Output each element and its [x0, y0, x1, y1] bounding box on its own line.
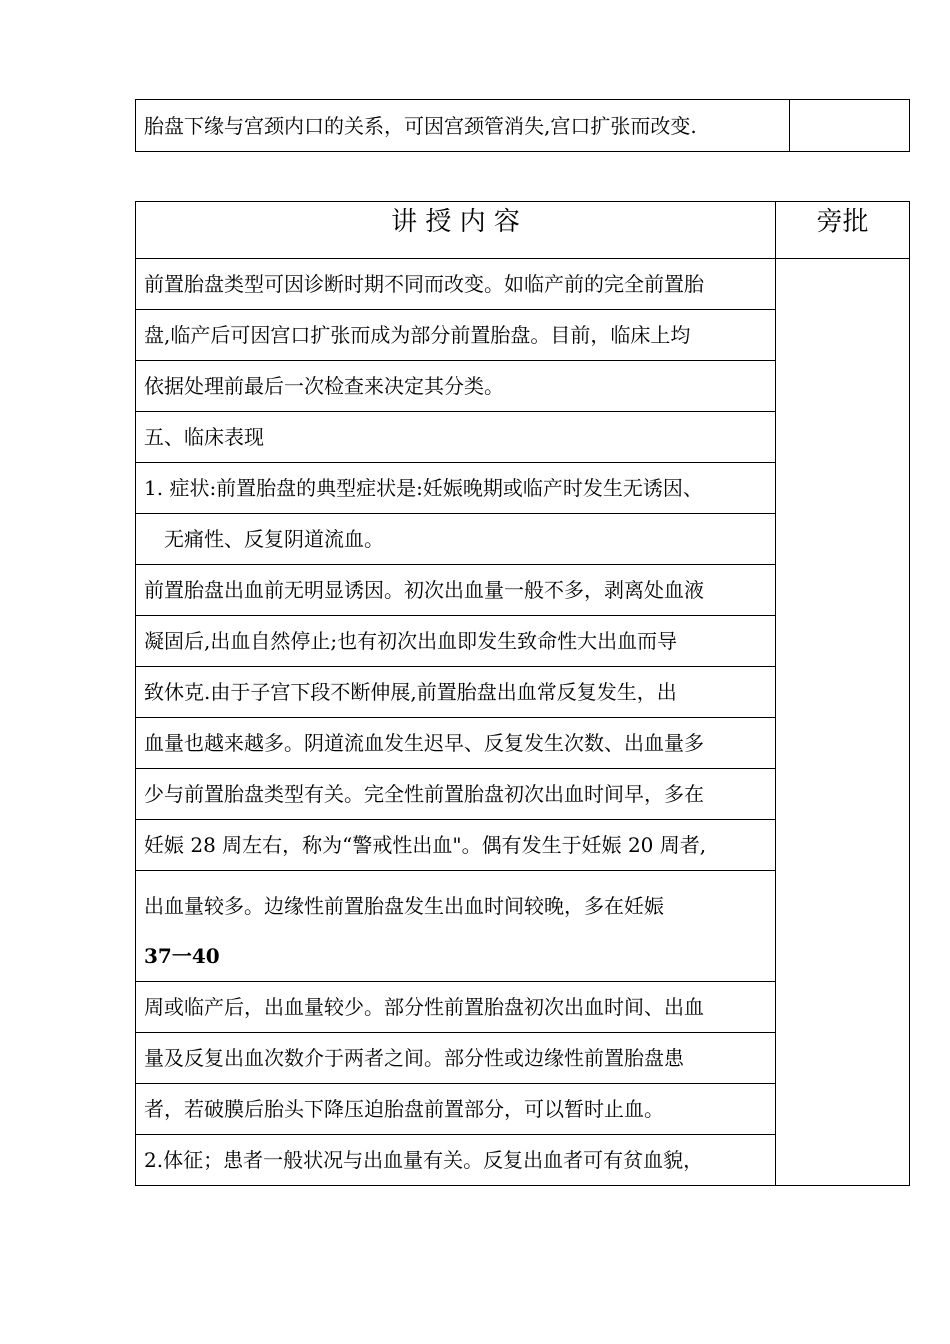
- sign-heading: 2.体征；患者一般状况与出血量有关。反复出血者可有贫血貌，: [136, 1135, 776, 1186]
- content-row: 依据处理前最后一次检查来决定其分类。: [136, 361, 776, 412]
- content-row: 无痛性、反复阴道流血。: [136, 514, 776, 565]
- content-row: 致休克.由于子宫下段不断伸展,前置胎盘出血常反复发生，出: [136, 667, 776, 718]
- content-line: 出血量较多。边缘性前置胎盘发生出血时间较晚，多在妊娠: [144, 894, 664, 918]
- content-row: 周或临产后，出血量较少。部分性前置胎盘初次出血时间、出血: [136, 982, 776, 1033]
- top-text: 胎盘下缘与宫颈内口的关系，可因宫颈管消失,宫口扩张而改变.: [136, 100, 790, 152]
- annotation-header: 旁批: [776, 202, 910, 259]
- content-row: 妊娠 28 周左右，称为“警戒性出血"。偶有发生于妊娠 20 周者,: [136, 820, 776, 871]
- content-row: 量及反复出血次数介于两者之间。部分性或边缘性前置胎盘患: [136, 1033, 776, 1084]
- content-row: 盘,临产后可因宫口扩张而成为部分前置胎盘。目前，临床上均: [136, 310, 776, 361]
- top-table: [135, 99, 910, 152]
- top-annotation-cell: [790, 100, 910, 152]
- content-row: 血量也越来越多。阴道流血发生迟早、反复发生次数、出血量多: [136, 718, 776, 769]
- section-heading: 五、临床表现: [136, 412, 776, 463]
- content-row: 少与前置胎盘类型有关。完全性前置胎盘初次出血时间早，多在: [136, 769, 776, 820]
- lecture-table: [135, 201, 910, 1186]
- content-row: 前置胎盘类型可因诊断时期不同而改变。如临产前的完全前置胎: [136, 259, 776, 310]
- content-header: 讲 授 内 容: [136, 202, 776, 259]
- content-row: 凝固后,出血自然停止;也有初次出血即发生致命性大出血而导: [136, 616, 776, 667]
- annotation-column: [776, 259, 910, 1186]
- content-row-double: [136, 871, 776, 982]
- content-row: 前置胎盘出血前无明显诱因。初次出血量一般不多，剥离处血液: [136, 565, 776, 616]
- symptom-heading: 1. 症状:前置胎盘的典型症状是:妊娠晚期或临产时发生无诱因、: [136, 463, 776, 514]
- content-line-number: 37一40: [144, 944, 220, 968]
- content-row: 者，若破膜后胎头下降压迫胎盘前置部分，可以暂时止血。: [136, 1084, 776, 1135]
